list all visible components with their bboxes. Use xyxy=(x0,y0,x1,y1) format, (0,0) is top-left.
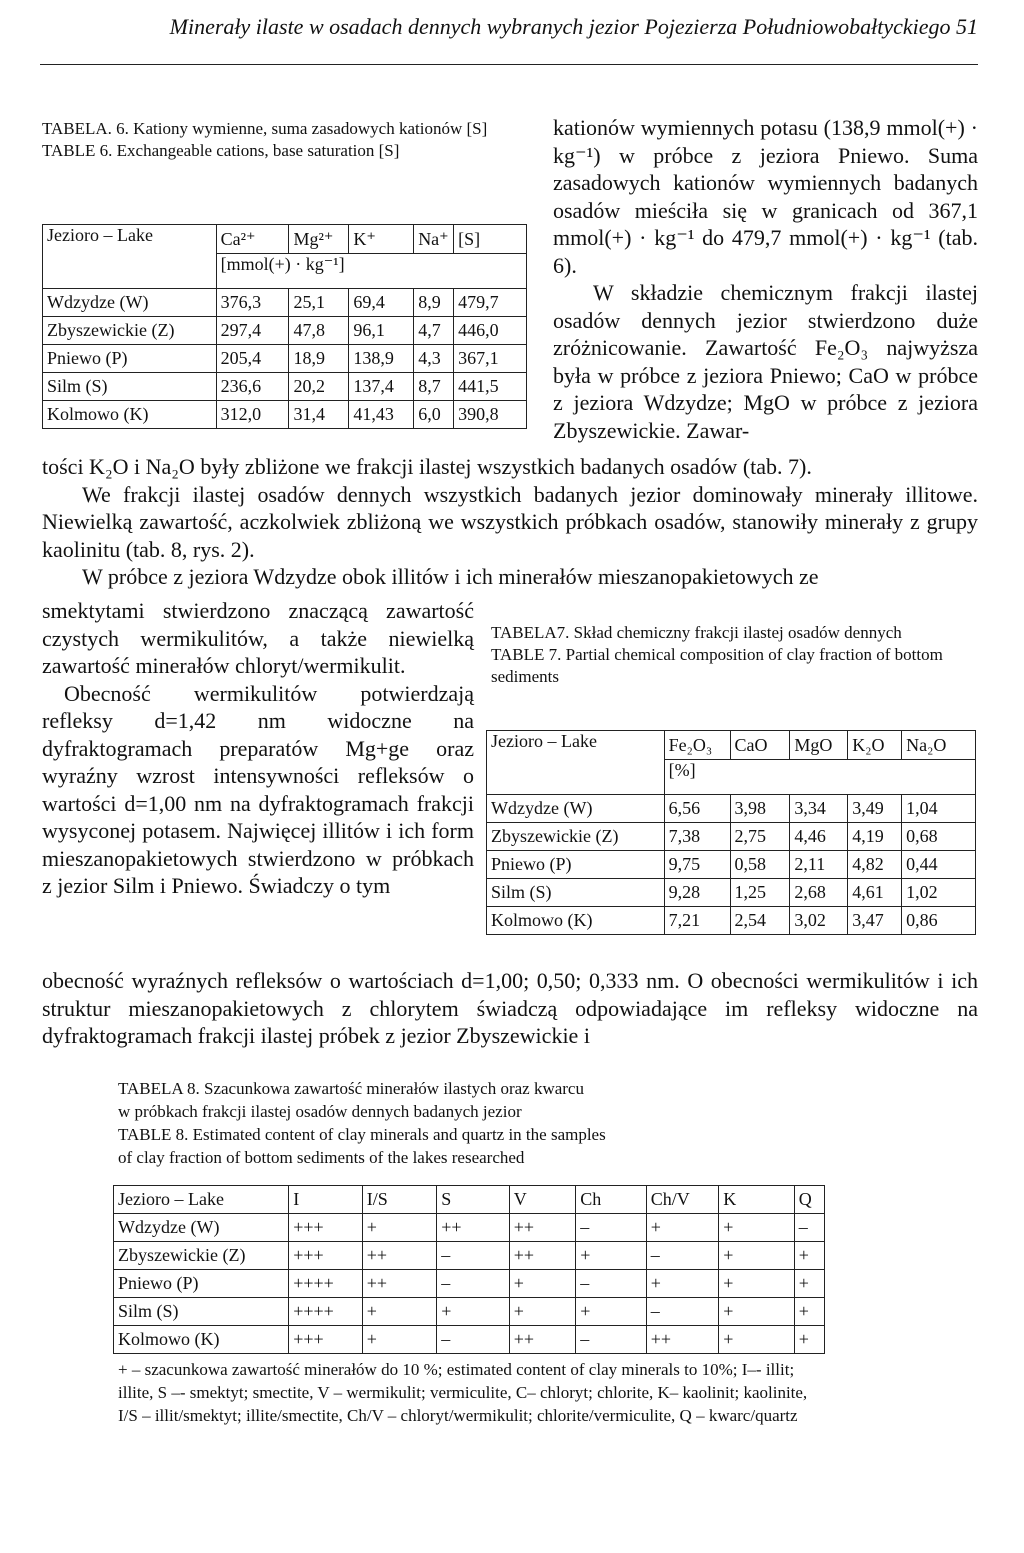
value-cell: – xyxy=(576,1214,646,1242)
table7-col-fe: Fe₂O₃ xyxy=(664,731,730,760)
value-cell: 6,0 xyxy=(414,401,454,429)
table7-col-mg: MgO xyxy=(790,731,848,760)
table-row xyxy=(487,823,976,851)
table6-caption-en: TABLE 6. Exchangeable cations, base saturation [S] xyxy=(42,141,400,160)
value-cell: ++ xyxy=(509,1242,575,1270)
value-cell: 3,47 xyxy=(848,907,902,935)
full-width-text-2 xyxy=(42,967,978,1050)
table7-col-lake: Jezioro – Lake xyxy=(487,731,665,795)
value-cell: 8,9 xyxy=(414,289,454,317)
table-row xyxy=(43,317,527,345)
table-row xyxy=(43,345,527,373)
lake-name-cell: Zbyszewickie (Z) xyxy=(43,317,217,345)
value-cell: + xyxy=(362,1214,437,1242)
value-cell: ++++ xyxy=(289,1298,363,1326)
table7-body xyxy=(487,795,976,935)
table-row xyxy=(487,879,976,907)
value-cell: – xyxy=(437,1270,510,1298)
value-cell: 4,19 xyxy=(848,823,902,851)
table6-col-mg: Mg²⁺ xyxy=(289,225,349,254)
table8-body xyxy=(114,1214,825,1354)
table-row xyxy=(487,851,976,879)
value-cell: + xyxy=(794,1242,824,1270)
value-cell: 7,21 xyxy=(664,907,730,935)
table-header-row xyxy=(114,1186,825,1214)
lake-name-cell: Pniewo (P) xyxy=(487,851,665,879)
paragraph: tości K₂O i Na₂O były zbliżone we frakcji ilastej wszystkich badanych osadów (tab. 7). xyxy=(42,454,812,479)
page-number: 51 xyxy=(956,14,978,39)
value-cell: 446,0 xyxy=(454,317,527,345)
value-cell: 2,11 xyxy=(790,851,848,879)
value-cell: + xyxy=(576,1298,646,1326)
table8 xyxy=(113,1185,825,1354)
value-cell: 20,2 xyxy=(289,373,349,401)
value-cell: 138,9 xyxy=(349,345,414,373)
value-cell: ++ xyxy=(362,1270,437,1298)
full-width-text-1 xyxy=(42,453,978,591)
lake-name-cell: Pniewo (P) xyxy=(43,345,217,373)
table8-caption xyxy=(118,1077,878,1169)
table6-col-lake: Jezioro – Lake xyxy=(43,225,217,289)
column-header: I/S xyxy=(362,1186,437,1214)
value-cell: 7,38 xyxy=(664,823,730,851)
table7-col-ca: CaO xyxy=(730,731,790,760)
value-cell: + xyxy=(362,1298,437,1326)
table8-header xyxy=(114,1186,825,1214)
value-cell: 367,1 xyxy=(454,345,527,373)
lake-name-cell: Silm (S) xyxy=(487,879,665,907)
lake-name-cell: Silm (S) xyxy=(43,373,217,401)
value-cell: 1,02 xyxy=(902,879,976,907)
table7 xyxy=(486,730,976,935)
paragraph: obecność wyraźnych refleksów o wartościach d=1,00; 0,50; 0,333 nm. O obecności wermikulitów i ich struktur mieszanopakietowych z chlorytem świadczą odpowiadające im refleksy widoczne na dyfraktogramach frakcji ilastej próbek z jezior Zbyszewickie i xyxy=(42,968,978,1048)
table-row xyxy=(43,289,527,317)
value-cell: 137,4 xyxy=(349,373,414,401)
value-cell: – xyxy=(576,1270,646,1298)
value-cell: + xyxy=(719,1298,795,1326)
table-row xyxy=(43,373,527,401)
lake-name-cell: Zbyszewickie (Z) xyxy=(487,823,665,851)
table8-caption-pl-2: w próbkach frakcji ilastej osadów dennych badanych jezior xyxy=(118,1102,522,1121)
table7-col-na: Na₂O xyxy=(902,731,976,760)
value-cell: 4,61 xyxy=(848,879,902,907)
value-cell: 31,4 xyxy=(289,401,349,429)
value-cell: 3,34 xyxy=(790,795,848,823)
value-cell: ++++ xyxy=(289,1270,363,1298)
lake-name-cell: Wdzydze (W) xyxy=(114,1214,289,1242)
value-cell: 3,02 xyxy=(790,907,848,935)
paragraph: W próbce z jeziora Wdzydze obok illitów i ich minerałów mieszanopakietowych ze xyxy=(82,564,819,589)
value-cell: 8,7 xyxy=(414,373,454,401)
paragraph: smektytami stwierdzono znaczącą zawartość czystych wermikulitów, a także niewielką zawartość minerałów chloryt/wermikulit. xyxy=(42,598,474,678)
column-header: K xyxy=(719,1186,795,1214)
column-header: Jezioro – Lake xyxy=(114,1186,289,1214)
value-cell: 47,8 xyxy=(289,317,349,345)
value-cell: + xyxy=(437,1298,510,1326)
value-cell: 69,4 xyxy=(349,289,414,317)
value-cell: 4,82 xyxy=(848,851,902,879)
value-cell: 1,25 xyxy=(730,879,790,907)
value-cell: ++ xyxy=(362,1242,437,1270)
value-cell: 441,5 xyxy=(454,373,527,401)
value-cell: 2,54 xyxy=(730,907,790,935)
value-cell: 297,4 xyxy=(216,317,289,345)
value-cell: +++ xyxy=(289,1242,363,1270)
value-cell: – xyxy=(437,1242,510,1270)
value-cell: – xyxy=(437,1326,510,1354)
lake-name-cell: Kolmowo (K) xyxy=(114,1326,289,1354)
value-cell: 0,86 xyxy=(902,907,976,935)
value-cell: 1,04 xyxy=(902,795,976,823)
table6-col-s: [S] xyxy=(454,225,527,254)
value-cell: 479,7 xyxy=(454,289,527,317)
table8-caption-en-2: of clay fraction of bottom sediments of the lakes researched xyxy=(118,1148,525,1167)
value-cell: + xyxy=(794,1298,824,1326)
table-row xyxy=(114,1214,825,1242)
value-cell: 4,3 xyxy=(414,345,454,373)
table8-footnote xyxy=(118,1358,828,1427)
value-cell: – xyxy=(794,1214,824,1242)
value-cell: 9,75 xyxy=(664,851,730,879)
column-header: Q xyxy=(794,1186,824,1214)
right-column-text xyxy=(553,114,978,444)
lake-name-cell: Silm (S) xyxy=(114,1298,289,1326)
lake-name-cell: Wdzydze (W) xyxy=(487,795,665,823)
value-cell: – xyxy=(646,1242,719,1270)
table8-caption-en-1: TABLE 8. Estimated content of clay minerals and quartz in the samples xyxy=(118,1125,606,1144)
value-cell: 2,68 xyxy=(790,879,848,907)
value-cell: + xyxy=(509,1298,575,1326)
table6-col-na: Na⁺ xyxy=(414,225,454,254)
value-cell: 4,46 xyxy=(790,823,848,851)
running-header xyxy=(40,14,978,40)
table7-col-k: K₂O xyxy=(848,731,902,760)
value-cell: 3,98 xyxy=(730,795,790,823)
value-cell: + xyxy=(794,1326,824,1354)
table6-col-ca: Ca²⁺ xyxy=(216,225,289,254)
paragraph: kationów wymiennych potasu (138,9 mmol(+) · kg⁻¹) w próbce z jeziora Pniewo. Suma zasadowych kationów wymiennych badanych osadów mieściła się w granicach od 367,1 mmol(+) · kg⁻¹ do 479,7 mmol(+) · kg⁻¹ (tab. 6). xyxy=(553,115,978,278)
value-cell: + xyxy=(362,1326,437,1354)
value-cell: + xyxy=(719,1242,795,1270)
lake-name-cell: Pniewo (P) xyxy=(114,1270,289,1298)
table6-caption xyxy=(42,118,512,162)
column-header: V xyxy=(509,1186,575,1214)
table-row xyxy=(487,795,976,823)
value-cell: + xyxy=(719,1326,795,1354)
header-rule xyxy=(40,64,978,65)
value-cell: 25,1 xyxy=(289,289,349,317)
value-cell: – xyxy=(646,1298,719,1326)
value-cell: ++ xyxy=(509,1214,575,1242)
value-cell: ++ xyxy=(437,1214,510,1242)
value-cell: + xyxy=(794,1270,824,1298)
table6-col-k: K⁺ xyxy=(349,225,414,254)
value-cell: 3,49 xyxy=(848,795,902,823)
paragraph: W składzie chemicznym frakcji ilastej osadów dennych jezior stwierdzono duże zróżnicowanie. Zawartość Fe₂O₃ najwyższa była w próbce z jeziora Pniewo; CaO w próbce z jeziora Wdzydze; MgO w próbce z jeziora Zbyszewickie. Zawar- xyxy=(553,280,978,443)
column-header: S xyxy=(437,1186,510,1214)
table7-unit: [%] xyxy=(664,760,975,795)
value-cell: + xyxy=(719,1214,795,1242)
value-cell: + xyxy=(719,1270,795,1298)
value-cell: 9,28 xyxy=(664,879,730,907)
column-header: Ch/V xyxy=(646,1186,719,1214)
value-cell: 41,43 xyxy=(349,401,414,429)
value-cell: 6,56 xyxy=(664,795,730,823)
table-row xyxy=(114,1270,825,1298)
value-cell: – xyxy=(576,1326,646,1354)
footnote-text: + – szacunkowa zawartość minerałów do 10 %; estimated content of clay minerals to 10%; I–- illit; illite, S –- smektyt; smectite, V – wermikulit; vermiculite, C– chloryt; chlorite, K– kaolinit; kaolinite, I/S – illit/smektyt; illite/smectite, Ch/V – chloryt/wermikulit; chlorite/vermiculite, Q – kwarc/quartz xyxy=(118,1360,808,1425)
table-row xyxy=(114,1242,825,1270)
value-cell: 390,8 xyxy=(454,401,527,429)
lake-name-cell: Zbyszewickie (Z) xyxy=(114,1242,289,1270)
table-row xyxy=(114,1298,825,1326)
value-cell: + xyxy=(576,1242,646,1270)
column-header: I xyxy=(289,1186,363,1214)
value-cell: +++ xyxy=(289,1326,363,1354)
value-cell: + xyxy=(646,1214,719,1242)
value-cell: ++ xyxy=(646,1326,719,1354)
value-cell: 376,3 xyxy=(216,289,289,317)
value-cell: 0,68 xyxy=(902,823,976,851)
table7-caption xyxy=(491,622,978,688)
table6-unit: [mmol(+) · kg⁻¹] xyxy=(216,254,526,289)
value-cell: 236,6 xyxy=(216,373,289,401)
lake-name-cell: Kolmowo (K) xyxy=(487,907,665,935)
value-cell: 2,75 xyxy=(730,823,790,851)
value-cell: ++ xyxy=(509,1326,575,1354)
table-row xyxy=(114,1326,825,1354)
table6 xyxy=(42,224,527,429)
table8-caption-pl-1: TABELA 8. Szacunkowa zawartość minerałów ilastych oraz kwarcu xyxy=(118,1079,584,1098)
value-cell: 0,58 xyxy=(730,851,790,879)
table6-caption-pl: TABELA. 6. Kationy wymienne, suma zasadowych kationów [S] xyxy=(42,119,488,138)
paragraph: Obecność wermikulitów potwierdzają refleksy d=1,42 nm widoczne na dyfraktogramach preparatów Mg+ge oraz wyraźny wzrost intensywności refleksów o wartości d=1,00 nm na dyfraktogramach frakcji wysyconej potasem. Najwięcej illitów i ich form mieszanopakietowych stwierdzono w próbkach z jezior Silm i Pniewo. Świadczy o tym xyxy=(42,680,474,898)
left-column-text xyxy=(42,597,474,900)
value-cell: 0,44 xyxy=(902,851,976,879)
column-header: Ch xyxy=(576,1186,646,1214)
table-row xyxy=(487,907,976,935)
value-cell: 96,1 xyxy=(349,317,414,345)
running-title: Minerały ilaste w osadach dennych wybranych jezior Pojezierza Południowobałtyckiego xyxy=(169,14,951,39)
lake-name-cell: Wdzydze (W) xyxy=(43,289,217,317)
value-cell: + xyxy=(509,1270,575,1298)
table6-body xyxy=(43,289,527,429)
paragraph: We frakcji ilastej osadów dennych wszystkich badanych jezior dominowały minerały illitowe. Niewielką zawartość, aczkolwiek zbliżoną we wszystkich próbkach osadów, stanowiły minerały z grupy kaolinitu (tab. 8, rys. 2). xyxy=(42,481,978,562)
table7-caption-pl: TABELA7. Skład chemiczny frakcji ilastej osadów dennych xyxy=(491,623,902,642)
value-cell: 205,4 xyxy=(216,345,289,373)
value-cell: 18,9 xyxy=(289,345,349,373)
table7-caption-en: TABLE 7. Partial chemical composition of clay fraction of bottom sediments xyxy=(491,645,943,686)
value-cell: 4,7 xyxy=(414,317,454,345)
table-row xyxy=(43,401,527,429)
lake-name-cell: Kolmowo (K) xyxy=(43,401,217,429)
value-cell: 312,0 xyxy=(216,401,289,429)
value-cell: + xyxy=(646,1270,719,1298)
value-cell: +++ xyxy=(289,1214,363,1242)
